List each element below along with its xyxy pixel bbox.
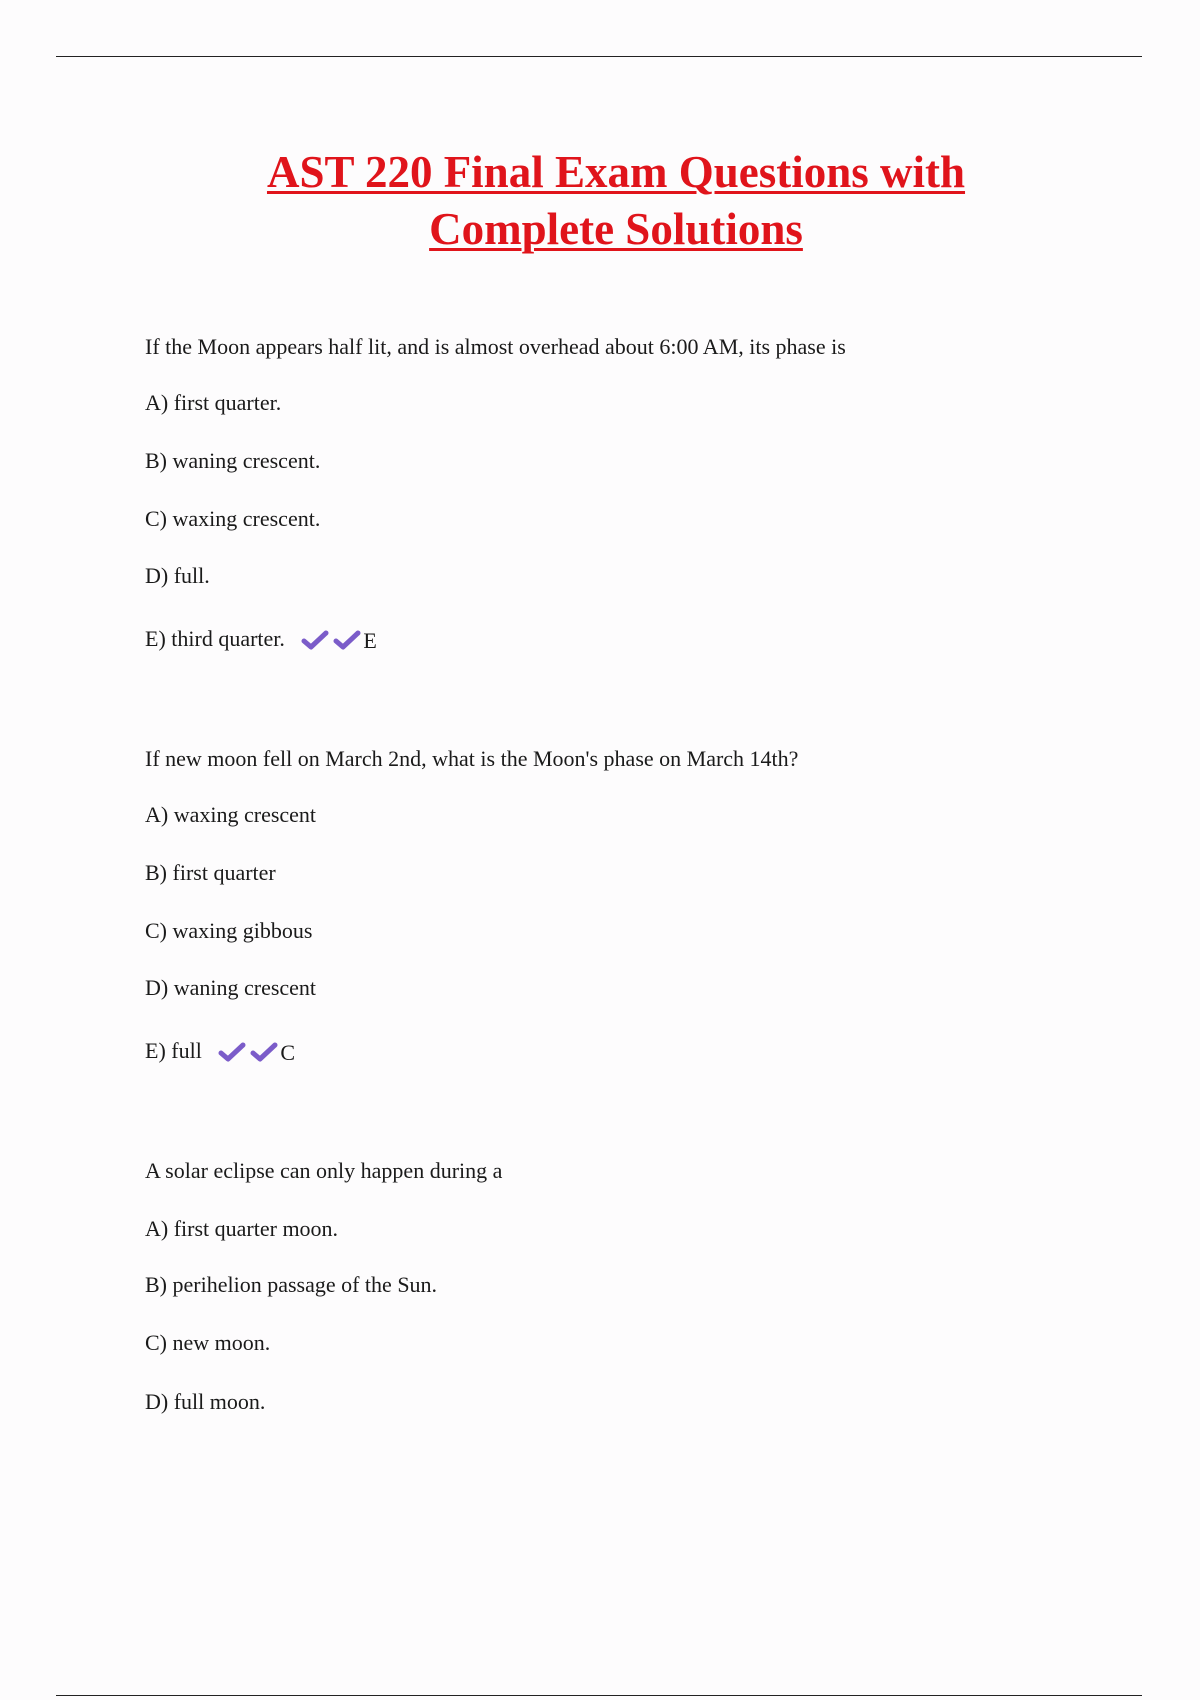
check-icon	[217, 1041, 247, 1063]
check-icon	[332, 629, 362, 651]
option-d: D) full.	[145, 563, 210, 588]
answer-marker	[300, 628, 376, 654]
option-b: B) first quarter	[145, 860, 276, 885]
header-rule	[56, 56, 1142, 57]
check-icon	[249, 1041, 279, 1063]
answer-letter: E	[363, 628, 377, 653]
option-c: C) waxing gibbous	[145, 918, 313, 943]
option-e-label: E) third quarter.	[145, 626, 285, 651]
question-text: A solar eclipse can only happen during a	[145, 1158, 503, 1183]
page-title	[0, 144, 1200, 258]
option-a: A) waxing crescent	[145, 802, 317, 827]
option-c: C) waxing crescent.	[145, 506, 321, 531]
question-text: If the Moon appears half lit, and is almost overhead about 6:00 AM, its phase is	[145, 334, 846, 359]
option-e-label: E) full	[145, 1038, 202, 1063]
question-text: If new moon fell on March 2nd, what is the Moon's phase on March 14th?	[145, 746, 799, 771]
option-d: D) waning crescent	[145, 975, 317, 1000]
option-d: D) full moon.	[145, 1389, 266, 1414]
option-c: C) new moon.	[145, 1330, 271, 1355]
option-e	[145, 1038, 295, 1066]
answer-marker	[217, 1040, 295, 1066]
title-line-2: Complete Solutions	[429, 204, 803, 254]
option-a: A) first quarter.	[145, 390, 282, 415]
answer-letter: C	[280, 1040, 296, 1065]
check-icon	[300, 629, 330, 651]
option-e	[145, 626, 377, 654]
footer-rule	[56, 1695, 1142, 1696]
option-b: B) perihelion passage of the Sun.	[145, 1272, 438, 1297]
option-a: A) first quarter moon.	[145, 1216, 339, 1241]
option-b: B) waning crescent.	[145, 448, 321, 473]
title-line-1: AST 220 Final Exam Questions with	[266, 147, 966, 197]
